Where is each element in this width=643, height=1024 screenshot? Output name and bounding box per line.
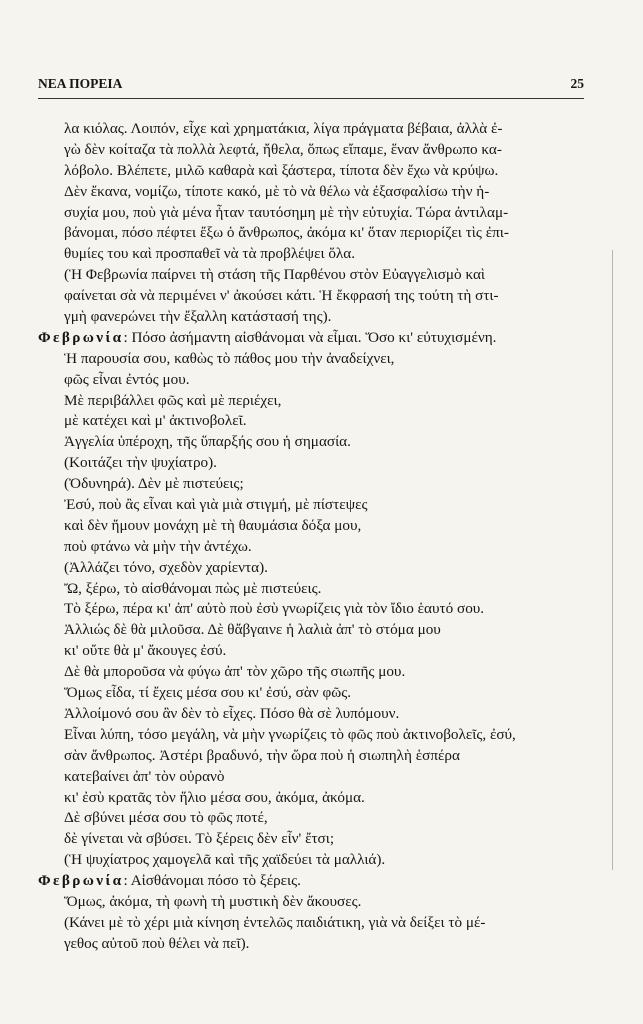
text-line: ποὺ φτάνω νὰ μὴν τὴν ἀντέχω. <box>64 537 252 555</box>
text-line: συχία μου, ποὺ γιὰ μένα ἦταν ταυτόσημη μὲ τὴν εὐτυχία. Τώρα ἀντιλαμ- <box>64 203 509 221</box>
journal-title: ΝΕΑ ΠΟΡΕΙΑ <box>38 76 123 91</box>
text-line: (Ἀλλάζει τόνο, σχεδὸν χαρίεντα). <box>64 558 268 576</box>
text-line: Δὲ σβύνει μέσα σου τὸ φῶς ποτέ, <box>64 809 268 827</box>
margin-mark <box>612 250 613 870</box>
speaker-separator: : <box>123 328 128 346</box>
text-line: Τὸ ξέρω, πέρα κι' ἀπ' αὐτὸ ποὺ ἐσὺ γνωρίζεις γιὰ τὸν ἴδιο ἑαυτό σου. <box>64 600 485 618</box>
text-line: φαίνεται σὰ νὰ περιμένει ν' ἀκούσει κάτι. Ἡ ἔκφρασή της τούτη τὴ στι- <box>64 287 499 305</box>
text-line: κατεβαίνει ἀπ' τὸν οὐρανὸ <box>64 767 225 785</box>
text-line: Δὲν ἔκανα, νομίζω, τίποτε κακό, μὲ τὸ νὰ θέλω νὰ ἐξασφαλίσω τὴν ἡ- <box>64 182 490 200</box>
text-line: γμὴ φανερώνει τὴν ἔξαλλη κατάστασή της). <box>64 308 332 326</box>
speaker-line <box>38 871 586 892</box>
text-line: Ἀγγελία ὑπέροχη, τῆς ὕπαρξής σου ἡ σημασία. <box>64 433 351 451</box>
text-line: Μὲ περιβάλλει φῶς καὶ μὲ περιέχει, <box>64 391 282 409</box>
text-line: λα κιόλας. Λοιπόν, εἶχε καὶ χρηματάκια, λίγα πράγματα βέβαια, ἀλλὰ ἐ- <box>64 120 503 137</box>
text-line: (Κοιτάζει τὴν ψυχίατρο). <box>64 454 217 472</box>
text-line: Ὅμως, ἀκόμα, τὴ φωνὴ τὴ μυστικὴ δὲν ἄκουσες. <box>64 892 362 910</box>
text-line: Εἶναι λύπη, τόσο μεγάλη, νὰ μὴν γνωρίζεις τὸ φῶς ποὺ ἀκτινοβολεῖς, ἐσύ, <box>64 725 516 743</box>
text-line: κι' ἐσὺ κρατᾶς τὸν ἥλιο μέσα σου, ἀκόμα, ἀκόμα. <box>64 788 365 806</box>
text-line: (Ἡ ψυχίατρος χαμογελᾶ καὶ τῆς χαϊδεύει τὰ μαλλιά). <box>64 851 386 869</box>
text-line: Ἀλλοίμονό σου ἂν δὲν τὸ εἶχες. Πόσο θὰ σὲ λυπόμουν. <box>64 704 400 722</box>
text-line: βάνομαι, πόσο πέφτει ἔξω ὁ ἄνθρωπος, ἀκόμα κι' ὅταν περιορίζει τὶς ἐπι- <box>64 224 509 242</box>
text-line: φῶς εἶναι ἐντός μου. <box>64 370 190 388</box>
text-line: (Ἡ Φεβρωνία παίρνει τὴ στάση τῆς Παρθένου στὸν Εὐαγγελισμὸ καὶ <box>64 266 486 284</box>
text-line: Ἀλλιώς δὲ θὰ μιλοῦσα. Δὲ θἄβγαινε ἡ λαλιὰ ἀπ' τὸ στόμα μου <box>64 621 441 639</box>
speaker-separator: : <box>123 872 128 890</box>
speech-text: Αἰσθάνομαι πόσο τὸ ξέρεις. <box>130 872 301 890</box>
text-line: γεθος αὐτοῦ ποὺ θέλει νὰ πεῖ). <box>64 934 250 952</box>
speaker-name: Φεβρωνία <box>38 328 124 346</box>
text-line: Ὤ, ξέρω, τὸ αἰσθάνομαι πὼς μὲ πιστεύεις. <box>64 579 322 597</box>
page-number: 25 <box>570 76 584 91</box>
speaker-name: Φεβρωνία <box>38 872 124 890</box>
text-line: θυμίες του καὶ προσπαθεῖ νὰ τὰ προβλέψει ὅλα. <box>64 245 356 263</box>
text-line: γὼ δὲν κοίταζα τὰ πολλὰ λεφτά, ἤθελα, ὅπως εἴπαμε, ἕναν ἄνθρωπο κα- <box>64 140 502 158</box>
text-line: Ἡ παρουσία σου, καθὼς τὸ πάθος μου τὴν ἀναδείχνει, <box>64 349 395 367</box>
text-line: (Κάνει μὲ τὸ χέρι μιὰ κίνηση ἐντελῶς παιδιάτικη, γιὰ νὰ δείξει τὸ μέ- <box>64 913 486 931</box>
text-line: δὲ γίνεται νὰ σβύσει. Τὸ ξέρεις δὲν εἶν' ἔτσι; <box>64 830 335 848</box>
text-line: Ἐσύ, ποὺ ἂς εἶναι καὶ γιὰ μιὰ στιγμή, μὲ πίστεψες <box>64 496 368 514</box>
text-line: σὰν ἄνθρωπος. Ἀστέρι βραδυνό, τὴν ὥρα ποὺ ἡ σιωπηλὴ ἑσπέρα <box>64 746 460 764</box>
text-line: κι' οὔτε θὰ μ' ἄκουγες ἐσύ. <box>64 642 227 660</box>
speech-text: Πόσο ἀσήμαντη αἰσθάνομαι νὰ εἶμαι. Ὅσο κι' εὐτυχισμένη. <box>131 328 497 346</box>
header-rule <box>38 98 584 99</box>
text-line: καὶ δὲν ἤμουν μονάχη μὲ τὴ θαυμάσια δόξα μου, <box>64 516 362 534</box>
text-line: Ὅμως εἶδα, τί ἔχεις μέσα σου κι' ἐσύ, σὰν φῶς. <box>64 684 352 702</box>
text-line: (Ὀδυνηρά). Δὲν μὲ πιστεύεις; <box>64 475 244 493</box>
text-line: Δὲ θὰ μποροῦσα νὰ φύγω ἀπ' τὸν χῶρο τῆς σιωπῆς μου. <box>64 663 406 681</box>
running-header <box>38 76 584 96</box>
body-text <box>38 119 586 955</box>
text-line: μὲ κατέχει καὶ μ' ἀκτινοβολεῖ. <box>64 412 247 430</box>
speaker-line <box>38 328 586 349</box>
text-line: λόβολο. Βλέπετε, μιλῶ καθαρὰ καὶ ξάστερα, τίποτα δὲν ἔχω νὰ κρύψω. <box>64 161 499 179</box>
